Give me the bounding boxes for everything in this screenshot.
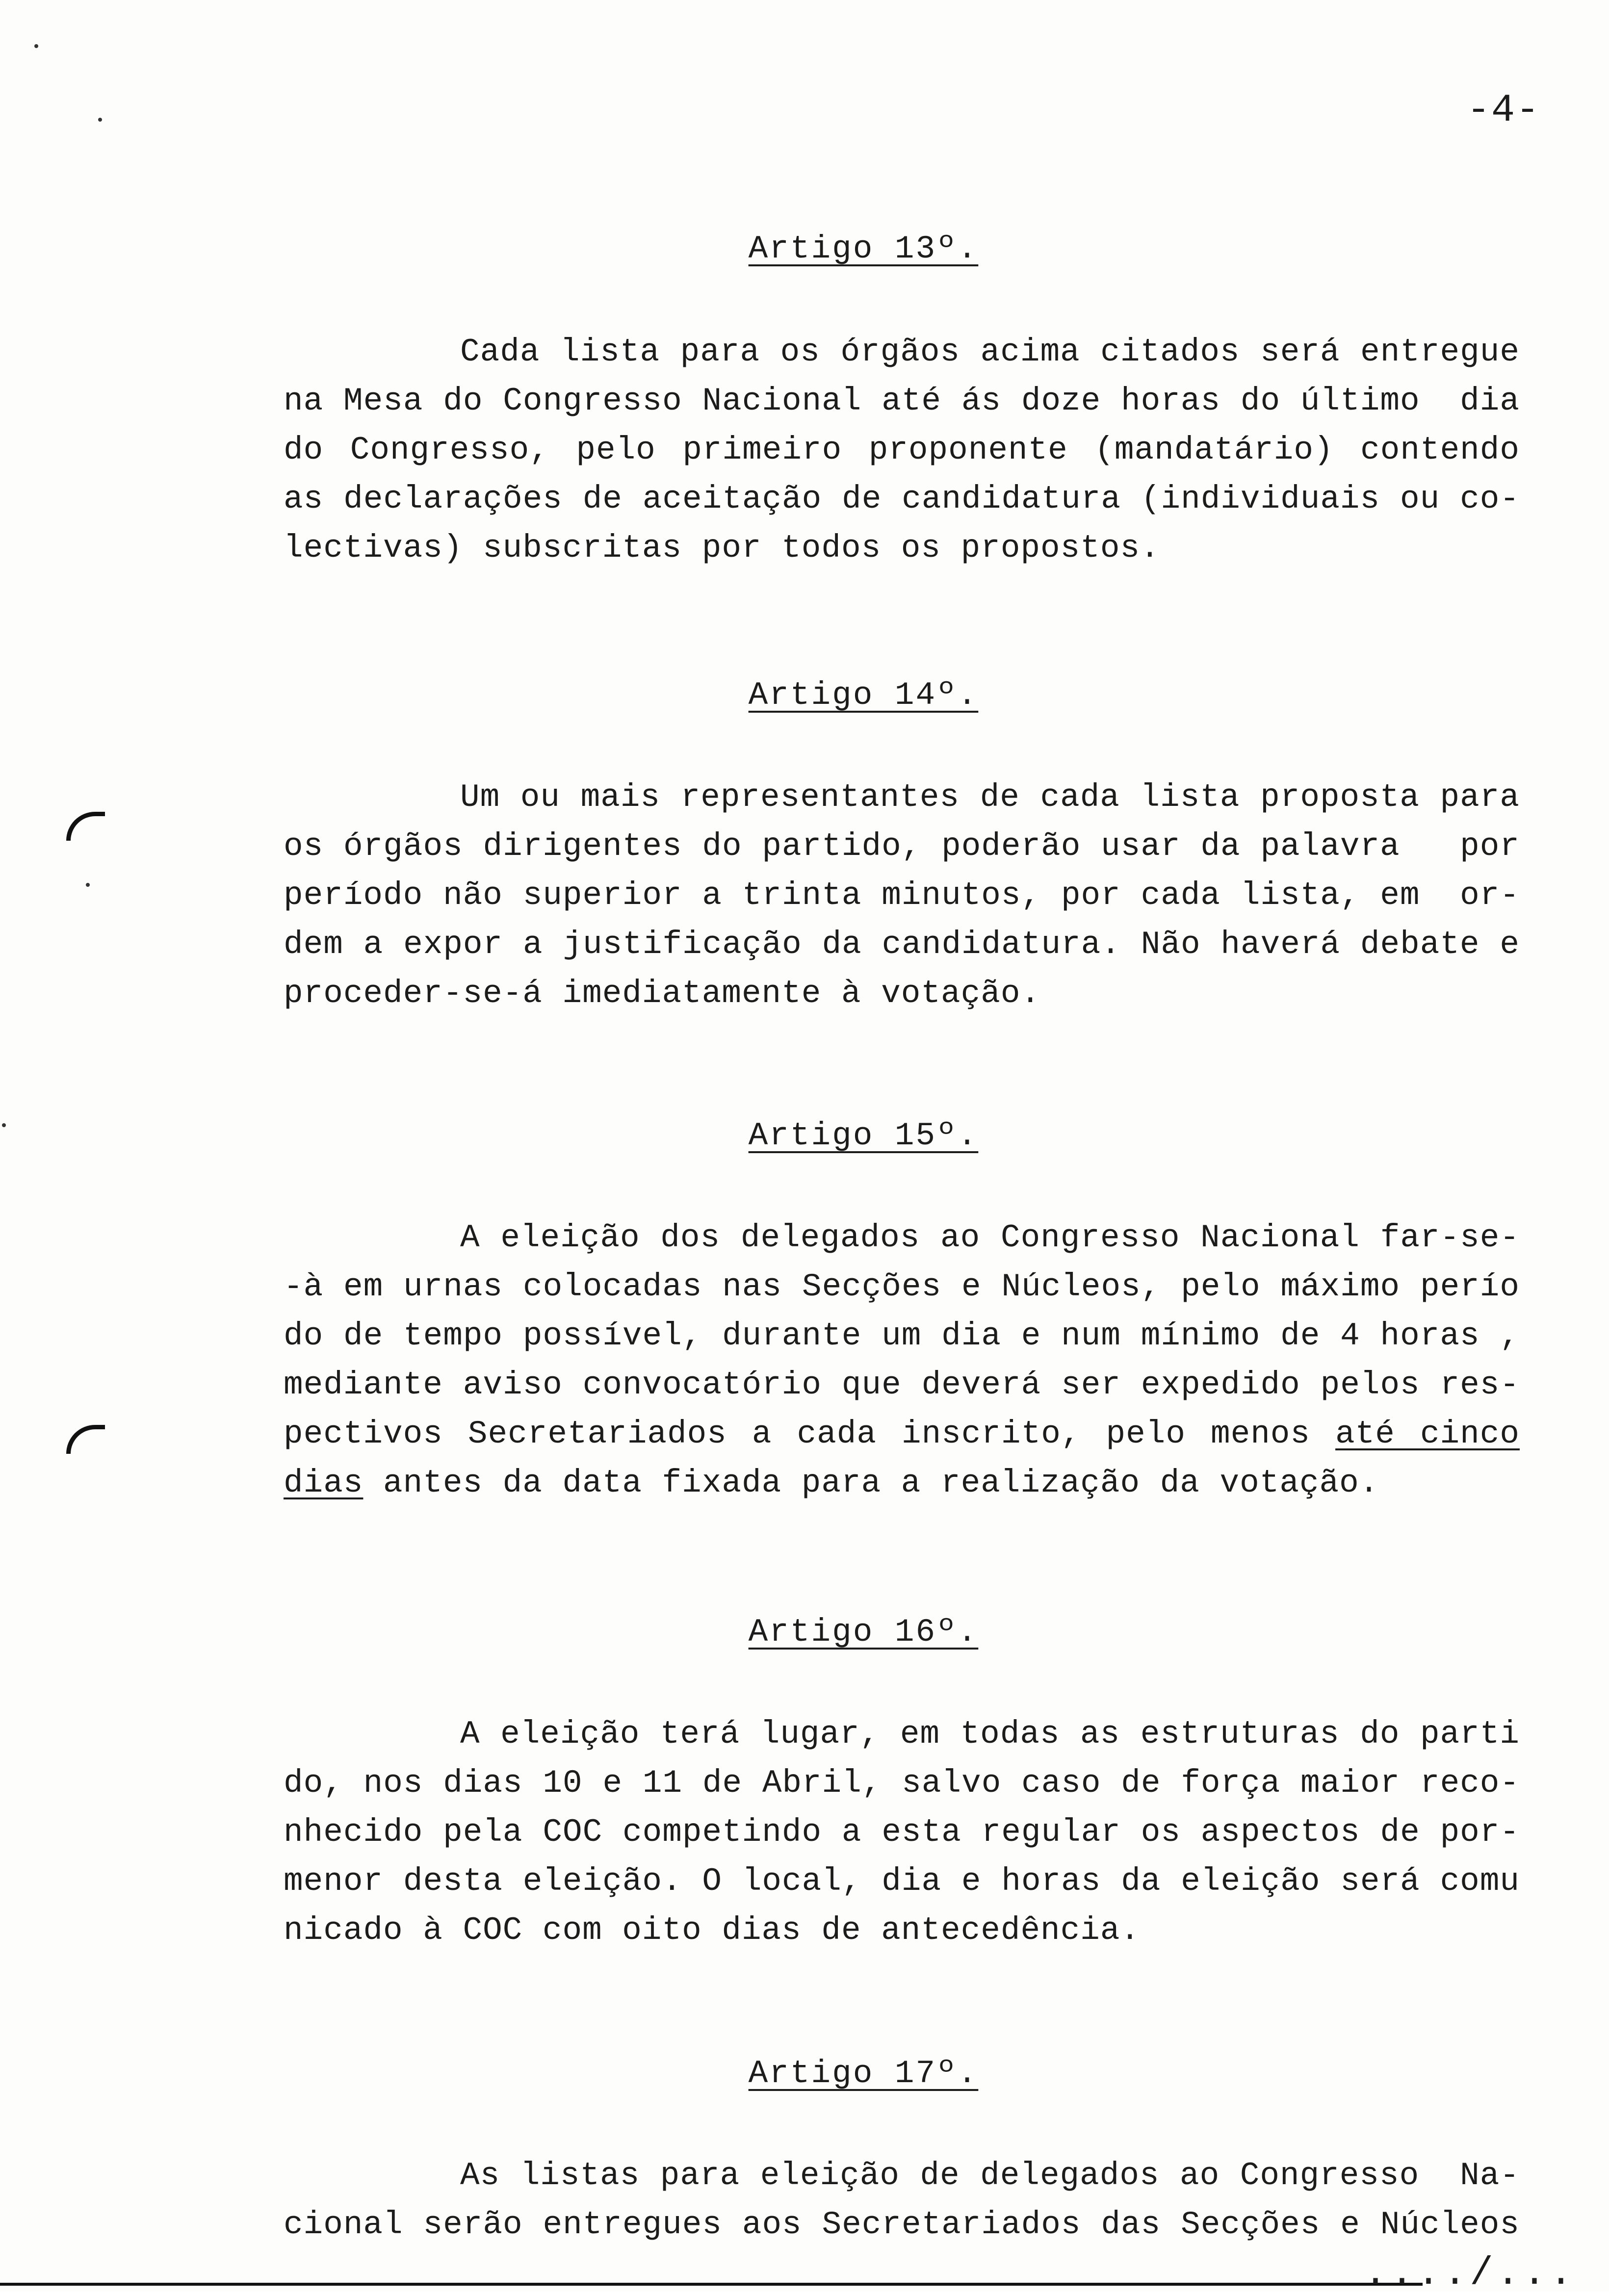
text-line: proceder-se-á imediatamente à votação. xyxy=(284,975,1041,1012)
text-line: do de tempo possível, durante um dia e num mínimo de 4 horas , xyxy=(284,1317,1520,1354)
article-13-text xyxy=(284,328,1520,573)
speck xyxy=(86,883,90,887)
text-line: pectivos Secretariados a cada inscrito, pelo menos até cinco xyxy=(284,1416,1520,1452)
text-line: dem a expor a justificação da candidatura. Não haverá debate e xyxy=(284,926,1520,963)
text-line: mediante aviso convocatório que deverá ser expedido pelos res- xyxy=(284,1367,1520,1403)
underlined-text: dias xyxy=(284,1465,363,1501)
article-14-text xyxy=(284,773,1520,1018)
text-line: -à em urnas colocadas nas Secções e Núcleos, pelo máximo perío xyxy=(284,1268,1520,1305)
text-line: do, nos dias 10 e 11 de Abril, salvo caso de força maior reco- xyxy=(284,1765,1520,1802)
text-line: Cada lista para os órgãos acima citados será entregue xyxy=(460,334,1520,370)
speck xyxy=(2,1123,6,1127)
text-line: dias antes da data fixada para a realização da votação. xyxy=(284,1465,1379,1501)
article-17-text xyxy=(284,2151,1520,2249)
text-line: nhecido pela COC competindo a esta regular os aspectos de por- xyxy=(284,1814,1520,1851)
binder-hole-mark xyxy=(66,812,105,841)
article-16-text xyxy=(284,1710,1520,1955)
speck xyxy=(98,118,102,122)
article-15-text xyxy=(284,1213,1520,1508)
article-13-heading: Artigo 13º. xyxy=(748,231,979,267)
page-number: -4- xyxy=(1467,88,1541,133)
text-line: os órgãos dirigentes do partido, poderão usar da palavra por xyxy=(284,828,1520,865)
text-line: menor desta eleição. O local, dia e horas da eleição será comu xyxy=(284,1863,1520,1900)
text-line: Um ou mais representantes de cada lista proposta para xyxy=(460,779,1520,816)
text-line: lectivas) subscritas por todos os propostos. xyxy=(284,530,1160,567)
text-line: A eleição terá lugar, em todas as estruturas do parti xyxy=(460,1716,1520,1753)
text-line: período não superior a trinta minutos, por cada lista, em or- xyxy=(284,877,1520,914)
text-line: cional serão entregues aos Secretariados das Secções e Núcleos xyxy=(284,2206,1520,2243)
underlined-text: até cinco xyxy=(1335,1416,1520,1452)
article-16-heading: Artigo 16º. xyxy=(748,1614,979,1651)
article-15-heading: Artigo 15º. xyxy=(748,1117,979,1154)
text-line: As listas para eleição de delegados ao Congresso Na- xyxy=(460,2157,1520,2194)
article-17-heading: Artigo 17º. xyxy=(748,2055,979,2092)
text-line: na Mesa do Congresso Nacional até ás doze horas do último dia xyxy=(284,383,1520,419)
continuation-mark: ..../... xyxy=(1364,2251,1576,2296)
text-line: A eleição dos delegados ao Congresso Nacional far-se- xyxy=(460,1219,1520,1256)
text-line: do Congresso, pelo primeiro proponente (mandatário) contendo xyxy=(284,432,1520,468)
text-line: as declarações de aceitação de candidatura (individuais ou co- xyxy=(284,481,1520,517)
bottom-rule xyxy=(0,2283,1423,2286)
speck xyxy=(34,44,38,48)
text-line: nicado à COC com oito dias de antecedência. xyxy=(284,1912,1141,1949)
article-14-heading: Artigo 14º. xyxy=(748,677,979,714)
binder-hole-mark xyxy=(66,1425,105,1454)
